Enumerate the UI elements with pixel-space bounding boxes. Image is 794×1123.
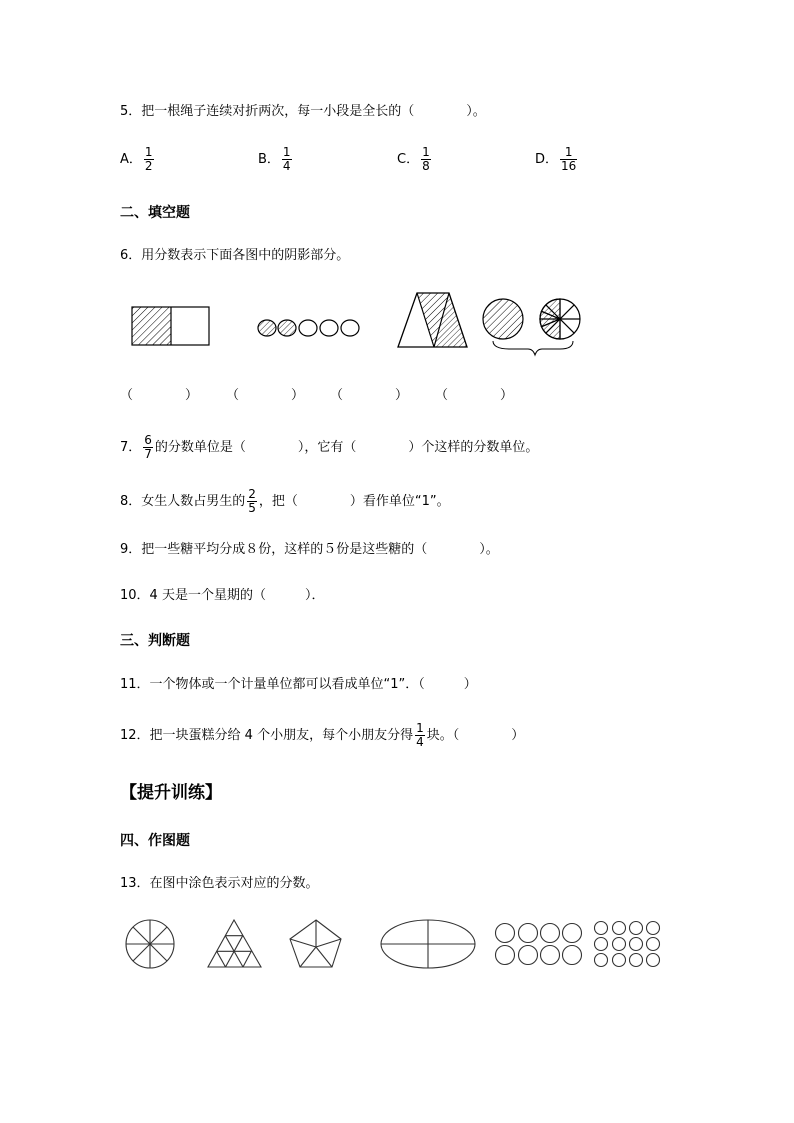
option-letter: A．	[120, 152, 142, 167]
q7-fraction: $\frac{6}{7}$	[144, 433, 152, 461]
option-fraction: $\frac{1}{2}$	[144, 145, 153, 173]
q12	[120, 722, 524, 749]
section-title-judgement: 三、判断题	[120, 633, 190, 649]
q8-prefix: 8．女生人数占男生的	[120, 494, 246, 509]
q6-answer-2[interactable]: （ ）	[226, 388, 305, 403]
q9: 9．把一些糖平均分成８份，这样的５份是这些糖的（ ）。	[120, 542, 499, 557]
q7-text: 的分数单位是（ ），它有（ ）个这样的分数单位。	[154, 440, 539, 455]
q13-figures	[0, 910, 794, 990]
q6-answer-3[interactable]: （ ）	[330, 388, 409, 403]
option-letter: D．	[535, 152, 559, 167]
q12-fraction: $\frac{1}{4}$	[416, 721, 424, 749]
training-title: 【提升训练】	[120, 783, 222, 803]
q5-option-c	[397, 146, 433, 173]
figure-circles-12	[595, 922, 660, 967]
q8	[120, 488, 450, 515]
q5-option-d	[535, 146, 579, 173]
figure-circle-eighths	[126, 920, 174, 968]
figure-rectangle	[132, 307, 209, 345]
option-letter: B．	[258, 152, 280, 167]
figure-ovals	[258, 320, 359, 336]
figure-ellipse-quarters	[381, 920, 475, 968]
q7	[120, 434, 538, 461]
figure-triangle-grid	[208, 920, 261, 967]
q6-answer-4[interactable]: （ ）	[435, 388, 514, 403]
figure-circles-8	[496, 924, 582, 965]
figure-pentagon	[290, 920, 341, 967]
q6-answer-1[interactable]: （ ）	[120, 388, 199, 403]
q8-fraction: $\frac{2}{5}$	[248, 487, 256, 515]
figure-circles	[483, 299, 580, 355]
q5-option-b	[258, 146, 294, 173]
q10: 10．4 天是一个星期的（ ）．	[120, 588, 325, 603]
q5-option-a	[120, 146, 156, 173]
q5-stem: 5．把一根绳子连续对折两次，每一小段是全长的（ ）。	[120, 104, 486, 119]
option-fraction: $\frac{1}{4}$	[282, 145, 291, 173]
option-fraction: $\frac{1}{16}$	[561, 145, 577, 173]
q12-text: 块。（ ）	[426, 728, 525, 743]
q11: 11．一个物体或一个计量单位都可以看成单位“1”．（ ）	[120, 677, 477, 692]
option-fraction: $\frac{1}{8}$	[422, 145, 430, 173]
q12-prefix: 12．把一块蛋糕分给 4 个小朋友，每个小朋友分得	[120, 728, 414, 743]
figure-trapezoid	[398, 293, 467, 347]
q6-stem: 6．用分数表示下面各图中的阴影部分。	[120, 248, 350, 263]
section-title-fill-in: 二、填空题	[120, 205, 190, 221]
section-title-drawing: 四、作图题	[120, 833, 190, 849]
q8-text: ，把（ ）看作单位“1”。	[258, 494, 450, 509]
q13: 13．在图中涂色表示对应的分数。	[120, 876, 319, 891]
q7-prefix: 7．	[120, 440, 142, 455]
option-letter: C．	[397, 152, 420, 167]
